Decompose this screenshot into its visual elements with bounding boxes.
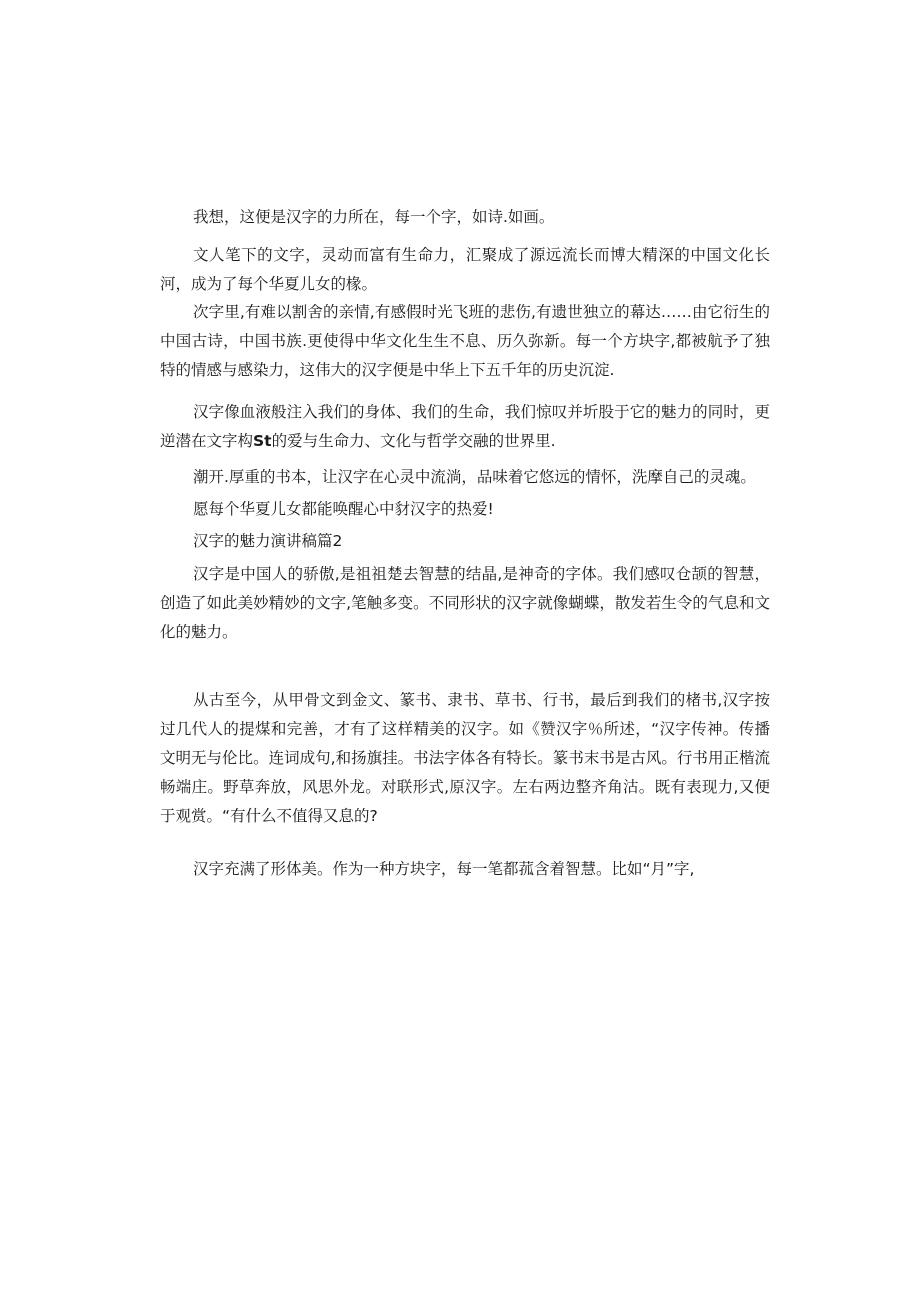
paragraph-4-text-a: 汉字像血液般注入我们的身体、我们的生命，我们惊叹并圻股于它的魅力的同时，更逆潜在文字构 <box>160 403 770 450</box>
paragraph-1: 我想，这便是汉字的力所在，每一个字，如诗.如画。 <box>193 208 555 226</box>
paragraph-4 <box>160 398 770 456</box>
paragraph-3: 次字里,有难以割舍的亲情,有感假时光飞班的悲伤,有遗世独立的幕达……由它衍生的中国古诗，中国书族.更使得中华文化生生不息、历久弥新。每一个方块字,都被航予了独特的情感与感染力，这伟大的汉字便是中华上下五千年的历史沉淀. <box>160 303 770 379</box>
paragraph-4-bold-text: St <box>253 432 272 450</box>
paragraph-8: 从古至今，从甲骨文到金文、篆书、隶书、草书、行书，最后到我们的楮书,汉字按过几代人的提煤和完善，才有了这样精美的汉字。如《赞汉字％所述，“汉字传神。传播文明无与伦比。连词成句,和扬旗挂。书法字体各有特长。篆书末书是古风。行书用正楷流畅端庄。野草奔放，风思外龙。对联形式,原汉字。左右两边整齐角沽。既有表现力,又便于观赏。“有什么不值得又息的? <box>160 691 770 825</box>
paragraph-4-text-b: 的爱与生命力、文化与哲学交融的世界里. <box>271 432 556 450</box>
paragraph-2: 文人笔下的文字，灵动而富有生命力，汇聚成了源远流长而博大精深的中国文化长河，成为了每个华夏儿女的椽。 <box>160 246 770 293</box>
paragraph-6: 愿每个华夏儿女都能唤醒心中豺汉字的热爱! <box>193 500 494 518</box>
paragraph-7: 汉字是中国人的骄傲,是祖祖楚去智慧的结晶,是神奇的字体。我们感叹仓颉的智慧，创造了如此美妙精妙的文字,笔触多变。不同形状的汉字就像蝴蝶，散发若生令的气息和文化的魅力。 <box>160 565 770 641</box>
section-heading: 汉字的魅力演讲稿篇2 <box>193 532 343 550</box>
paragraph-5: 潮开.厚重的书本，让汉字在心灵中流淌，品味着它悠远的情怀，洗摩自己的灵魂。 <box>193 468 756 486</box>
paragraph-9: 汉字充满了形体美。作为一种方块字，每一笔都菰含着智慧。比如“月”字, <box>193 860 695 878</box>
